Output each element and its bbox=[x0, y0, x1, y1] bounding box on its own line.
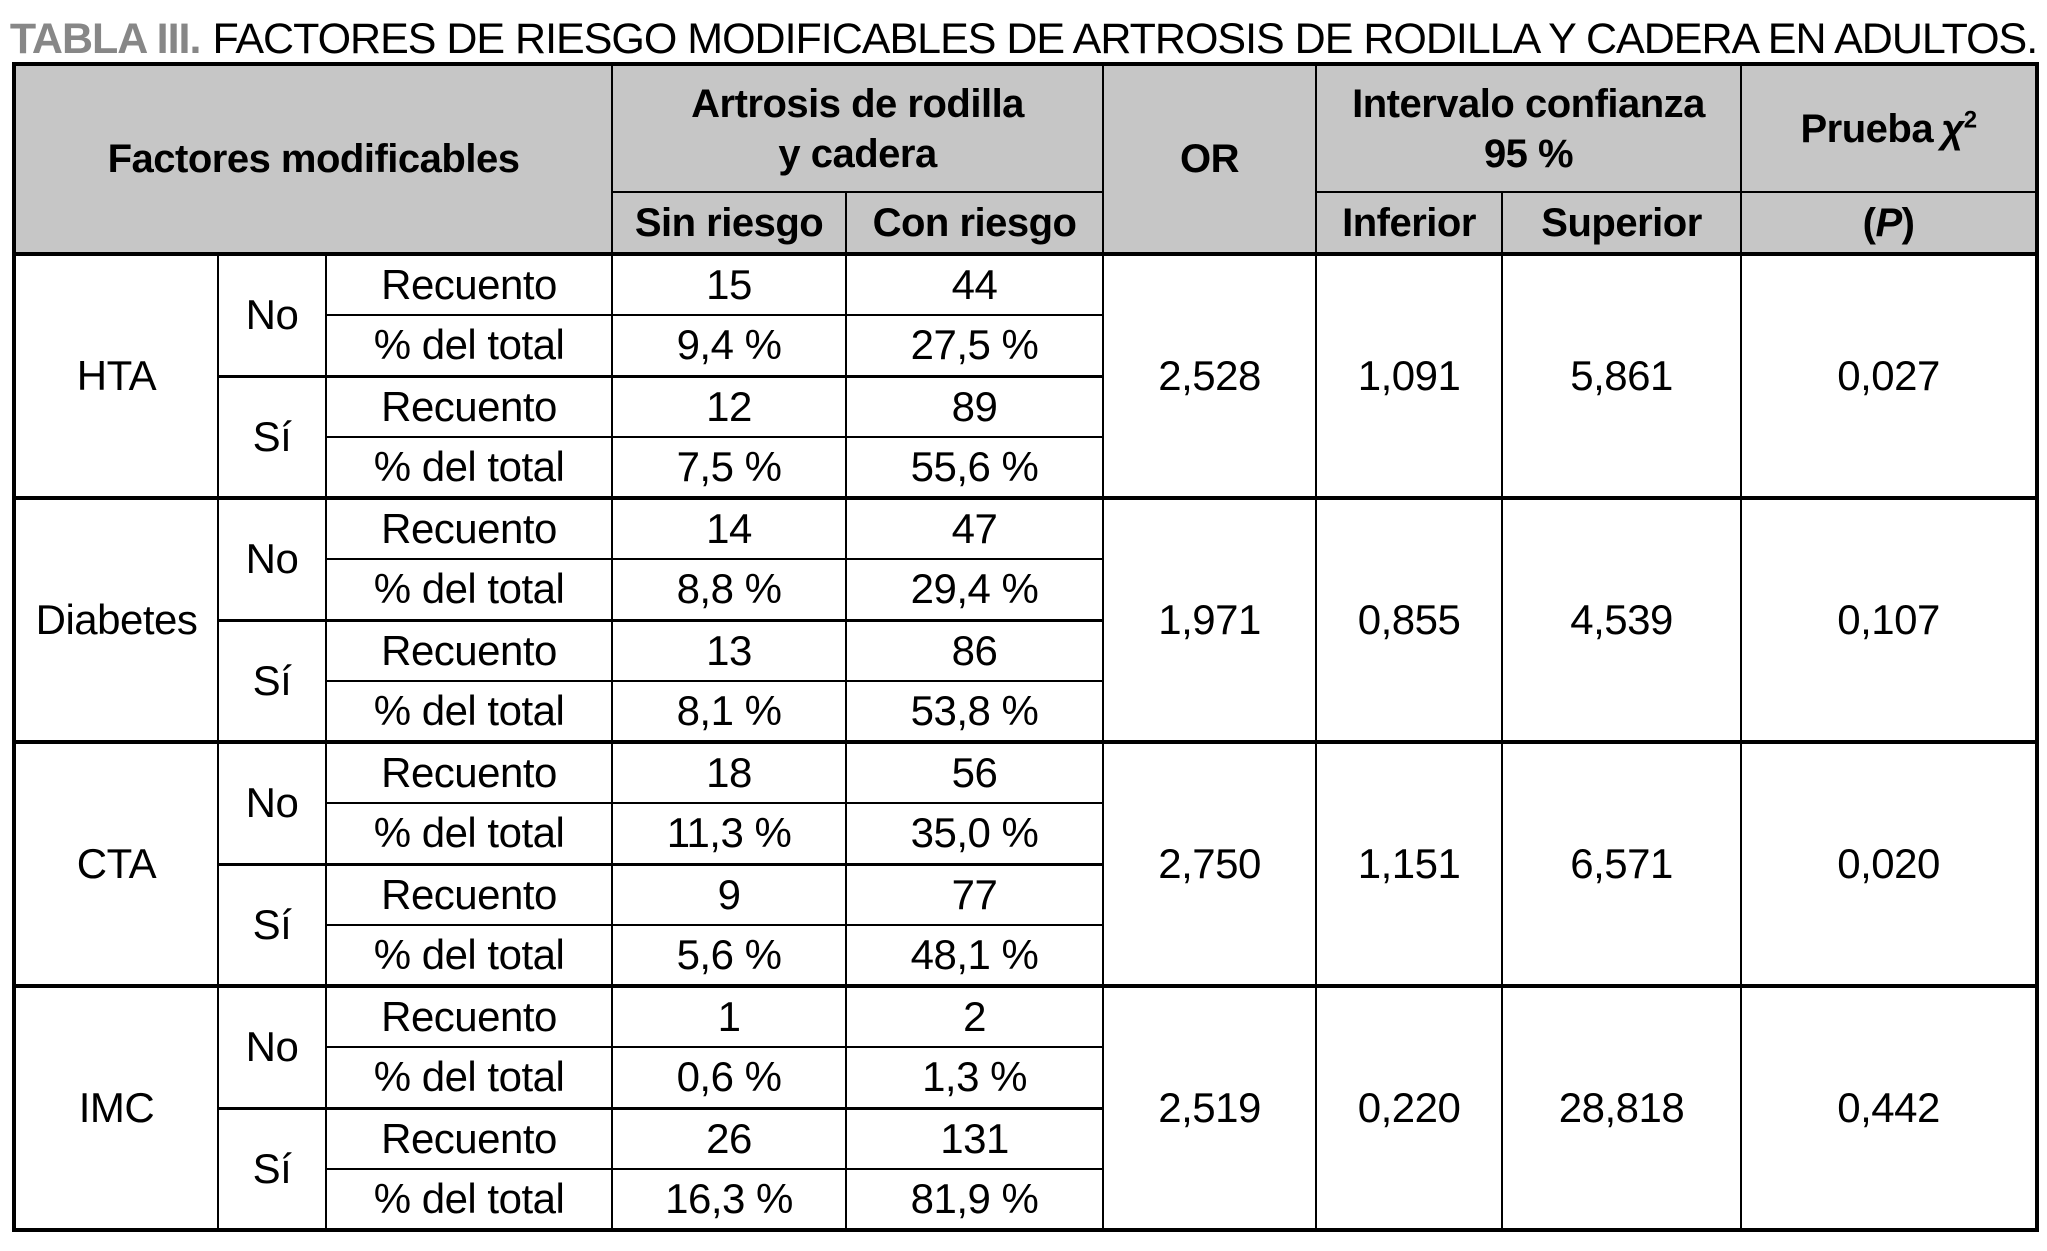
header-intervalo-line1: Intervalo confianza bbox=[1352, 81, 1705, 126]
con-riesgo-value-cell: 131 bbox=[846, 1108, 1103, 1169]
sin-riesgo-value-cell: 5,6 % bbox=[612, 925, 846, 986]
con-riesgo-value-cell: 53,8 % bbox=[846, 681, 1103, 742]
header-intervalo-line2: 95 % bbox=[1483, 131, 1574, 176]
measure-label-cell: % del total bbox=[326, 1169, 612, 1230]
ci-superior-cell: 28,818 bbox=[1502, 986, 1741, 1230]
yes-no-cell: Sí bbox=[218, 376, 326, 498]
ci-inferior-cell: 1,091 bbox=[1316, 254, 1502, 498]
header-artrosis-line1: Artrosis de rodilla bbox=[691, 81, 1024, 126]
sin-riesgo-value-cell: 15 bbox=[612, 254, 846, 315]
con-riesgo-value-cell: 35,0 % bbox=[846, 803, 1103, 864]
con-riesgo-value-cell: 27,5 % bbox=[846, 315, 1103, 376]
factor-name-cell: CTA bbox=[14, 742, 218, 986]
ci-inferior-cell: 0,220 bbox=[1316, 986, 1502, 1230]
chi-exponent: 2 bbox=[1963, 106, 1977, 134]
sin-riesgo-value-cell: 9 bbox=[612, 864, 846, 925]
measure-label-cell: Recuento bbox=[326, 742, 612, 803]
measure-label-cell: % del total bbox=[326, 681, 612, 742]
ci-superior-cell: 4,539 bbox=[1502, 498, 1741, 742]
measure-label-cell: % del total bbox=[326, 437, 612, 498]
p-paren-open: ( bbox=[1862, 200, 1876, 245]
factor-name-cell: HTA bbox=[14, 254, 218, 498]
or-value-cell: 2,750 bbox=[1103, 742, 1316, 986]
header-row-1 bbox=[14, 64, 2037, 192]
table-row bbox=[14, 742, 2037, 803]
sin-riesgo-value-cell: 18 bbox=[612, 742, 846, 803]
or-value-cell: 2,528 bbox=[1103, 254, 1316, 498]
factor-name-cell: Diabetes bbox=[14, 498, 218, 742]
con-riesgo-value-cell: 44 bbox=[846, 254, 1103, 315]
yes-no-cell: No bbox=[218, 742, 326, 864]
con-riesgo-value-cell: 47 bbox=[846, 498, 1103, 559]
con-riesgo-value-cell: 89 bbox=[846, 376, 1103, 437]
measure-label-cell: Recuento bbox=[326, 620, 612, 681]
header-or: OR bbox=[1103, 64, 1316, 254]
factor-name-cell: IMC bbox=[14, 986, 218, 1230]
header-prueba-chi2 bbox=[1741, 64, 2037, 192]
measure-label-cell: % del total bbox=[326, 559, 612, 620]
sin-riesgo-value-cell: 13 bbox=[612, 620, 846, 681]
table-title bbox=[0, 15, 2047, 63]
measure-label-cell: Recuento bbox=[326, 1108, 612, 1169]
yes-no-cell: No bbox=[218, 986, 326, 1108]
header-artrosis bbox=[612, 64, 1103, 192]
con-riesgo-value-cell: 48,1 % bbox=[846, 925, 1103, 986]
measure-label-cell: % del total bbox=[326, 803, 612, 864]
table-row bbox=[14, 254, 2037, 315]
con-riesgo-value-cell: 55,6 % bbox=[846, 437, 1103, 498]
p-paren-close: ) bbox=[1901, 200, 1915, 245]
sin-riesgo-value-cell: 11,3 % bbox=[612, 803, 846, 864]
measure-label-cell: Recuento bbox=[326, 376, 612, 437]
sin-riesgo-value-cell: 26 bbox=[612, 1108, 846, 1169]
measure-label-cell: % del total bbox=[326, 925, 612, 986]
p-value-cell: 0,020 bbox=[1741, 742, 2037, 986]
header-p-value bbox=[1741, 192, 2037, 254]
or-value-cell: 2,519 bbox=[1103, 986, 1316, 1230]
header-artrosis-line2: y cadera bbox=[778, 131, 937, 176]
ci-superior-cell: 5,861 bbox=[1502, 254, 1741, 498]
measure-label-cell: Recuento bbox=[326, 864, 612, 925]
yes-no-cell: Sí bbox=[218, 1108, 326, 1230]
sin-riesgo-value-cell: 12 bbox=[612, 376, 846, 437]
header-sin-riesgo: Sin riesgo bbox=[612, 192, 846, 254]
con-riesgo-value-cell: 2 bbox=[846, 986, 1103, 1047]
p-value-cell: 0,442 bbox=[1741, 986, 2037, 1230]
p-value-cell: 0,107 bbox=[1741, 498, 2037, 742]
sin-riesgo-value-cell: 0,6 % bbox=[612, 1047, 846, 1108]
chi-symbol: χ bbox=[1941, 106, 1964, 151]
header-prueba-text: Prueba bbox=[1800, 106, 1934, 151]
yes-no-cell: No bbox=[218, 254, 326, 376]
risk-factors-table bbox=[12, 62, 2039, 1232]
table-number-label: TABLA III. bbox=[9, 15, 201, 63]
header-superior: Superior bbox=[1502, 192, 1741, 254]
con-riesgo-value-cell: 81,9 % bbox=[846, 1169, 1103, 1230]
header-inferior: Inferior bbox=[1316, 192, 1502, 254]
table-row bbox=[14, 986, 2037, 1047]
yes-no-cell: Sí bbox=[218, 864, 326, 986]
measure-label-cell: % del total bbox=[326, 315, 612, 376]
yes-no-cell: No bbox=[218, 498, 326, 620]
header-factores-modificables: Factores modificables bbox=[14, 64, 612, 254]
con-riesgo-value-cell: 56 bbox=[846, 742, 1103, 803]
p-value-cell: 0,027 bbox=[1741, 254, 2037, 498]
sin-riesgo-value-cell: 8,8 % bbox=[612, 559, 846, 620]
sin-riesgo-value-cell: 7,5 % bbox=[612, 437, 846, 498]
ci-inferior-cell: 0,855 bbox=[1316, 498, 1502, 742]
table-title-text: FACTORES DE RIESGO MODIFICABLES DE ARTROSIS DE RODILLA Y CADERA EN ADULTOS. bbox=[212, 15, 2038, 63]
header-con-riesgo: Con riesgo bbox=[846, 192, 1103, 254]
con-riesgo-value-cell: 29,4 % bbox=[846, 559, 1103, 620]
p-letter: P bbox=[1875, 200, 1902, 245]
measure-label-cell: Recuento bbox=[326, 986, 612, 1047]
sin-riesgo-value-cell: 14 bbox=[612, 498, 846, 559]
con-riesgo-value-cell: 1,3 % bbox=[846, 1047, 1103, 1108]
con-riesgo-value-cell: 86 bbox=[846, 620, 1103, 681]
measure-label-cell: Recuento bbox=[326, 254, 612, 315]
ci-inferior-cell: 1,151 bbox=[1316, 742, 1502, 986]
header-intervalo-confianza bbox=[1316, 64, 1741, 192]
yes-no-cell: Sí bbox=[218, 620, 326, 742]
or-value-cell: 1,971 bbox=[1103, 498, 1316, 742]
measure-label-cell: % del total bbox=[326, 1047, 612, 1108]
measure-label-cell: Recuento bbox=[326, 498, 612, 559]
sin-riesgo-value-cell: 9,4 % bbox=[612, 315, 846, 376]
sin-riesgo-value-cell: 8,1 % bbox=[612, 681, 846, 742]
sin-riesgo-value-cell: 1 bbox=[612, 986, 846, 1047]
table-row bbox=[14, 498, 2037, 559]
sin-riesgo-value-cell: 16,3 % bbox=[612, 1169, 846, 1230]
con-riesgo-value-cell: 77 bbox=[846, 864, 1103, 925]
ci-superior-cell: 6,571 bbox=[1502, 742, 1741, 986]
